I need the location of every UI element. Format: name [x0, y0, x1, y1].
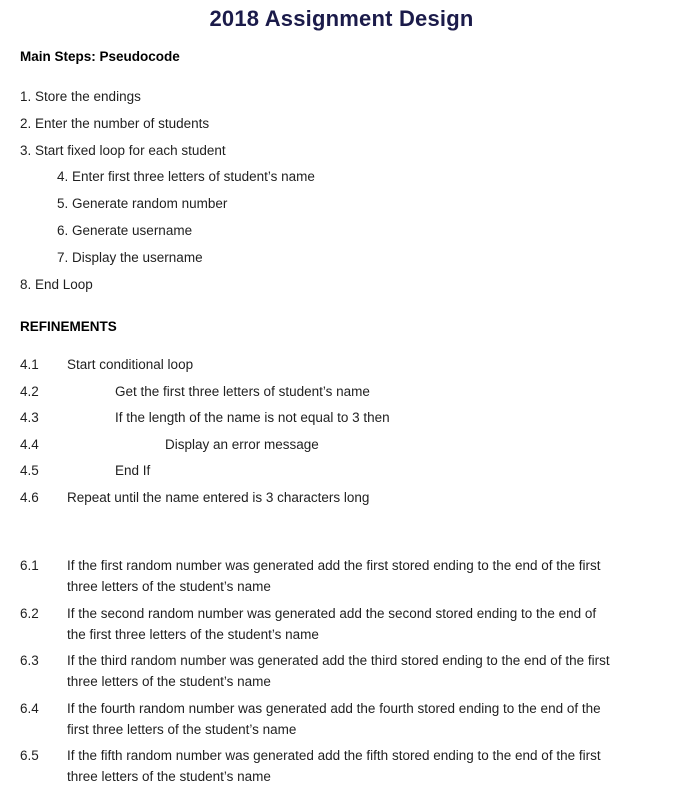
- refinement-number: 6.3: [20, 653, 39, 669]
- refinement-number: 4.5: [20, 463, 39, 479]
- refinement-number: 6.5: [20, 748, 39, 764]
- refinement-row-4-6: [20, 485, 683, 512]
- refinement-number: 6.4: [20, 700, 39, 716]
- refinement-row-4-4: [20, 432, 683, 459]
- refinement-text: Start conditional loop: [67, 357, 194, 373]
- refinement-row-6-1: [20, 555, 683, 597]
- refinement-row-6-3: [20, 650, 683, 692]
- main-step-1: 1. Store the endings: [20, 89, 141, 104]
- refinement-text: Repeat until the name entered is 3 characters long: [67, 489, 370, 505]
- refinement-row-4-1: [20, 352, 683, 379]
- main-step-5: 5. Generate random number: [57, 196, 228, 212]
- page-title: 2018 Assignment Design: [209, 6, 474, 31]
- refinement-number: 4.3: [20, 410, 39, 426]
- refinement-number: 4.1: [20, 357, 39, 373]
- main-step-7: 7. Display the username: [57, 249, 203, 265]
- refinement-text: End If: [115, 463, 151, 479]
- refinement-text: If the third random number was generated add the third stored ending to the end of the first three letters of the student’s name: [67, 653, 610, 690]
- refinement-text: Display an error message: [165, 436, 319, 452]
- refinement-text: If the fifth random number was generated add the fifth stored ending to the end of the first three letters of the student’s name: [67, 748, 601, 785]
- refinements-4-list: [0, 352, 683, 511]
- refinement-text: Get the first three letters of student’s name: [115, 383, 370, 399]
- refinement-text: If the second random number was generated add the second stored ending to the end of the first three letters of the student’s name: [67, 605, 597, 642]
- main-step-2: 2. Enter the number of students: [20, 115, 210, 131]
- refinement-text: If the first random number was generated add the first stored ending to the end of the first three letters of the student’s name: [67, 558, 601, 595]
- refinement-row-4-2: [20, 379, 683, 406]
- refinement-text: If the length of the name is not equal to 3 then: [115, 410, 390, 426]
- main-step-6: 6. Generate username: [57, 222, 193, 238]
- main-steps-list: [0, 84, 683, 298]
- refinement-text: If the fourth random number was generated add the fourth stored ending to the end of the first three letters of the student’s name: [67, 700, 601, 737]
- refinement-number: 4.2: [20, 383, 39, 399]
- refinements-6-list: [0, 555, 683, 787]
- refinement-number: 6.1: [20, 558, 39, 574]
- main-step-4: 4. Enter first three letters of student’s name: [57, 169, 315, 185]
- main-steps-heading: Main Steps: Pseudocode: [20, 49, 180, 64]
- refinement-row-6-2: [20, 603, 683, 645]
- refinement-row-4-5: [20, 458, 683, 485]
- refinements-heading: REFINEMENTS: [20, 319, 117, 335]
- main-step-3: 3. Start fixed loop for each student: [20, 142, 226, 158]
- refinement-number: 4.6: [20, 489, 39, 505]
- refinement-number: 6.2: [20, 605, 39, 621]
- refinement-row-4-3: [20, 405, 683, 432]
- main-step-8: 8. End Loop: [20, 276, 93, 292]
- refinement-row-6-4: [20, 698, 683, 740]
- refinement-number: 4.4: [20, 436, 39, 452]
- refinement-row-6-5: [20, 745, 683, 787]
